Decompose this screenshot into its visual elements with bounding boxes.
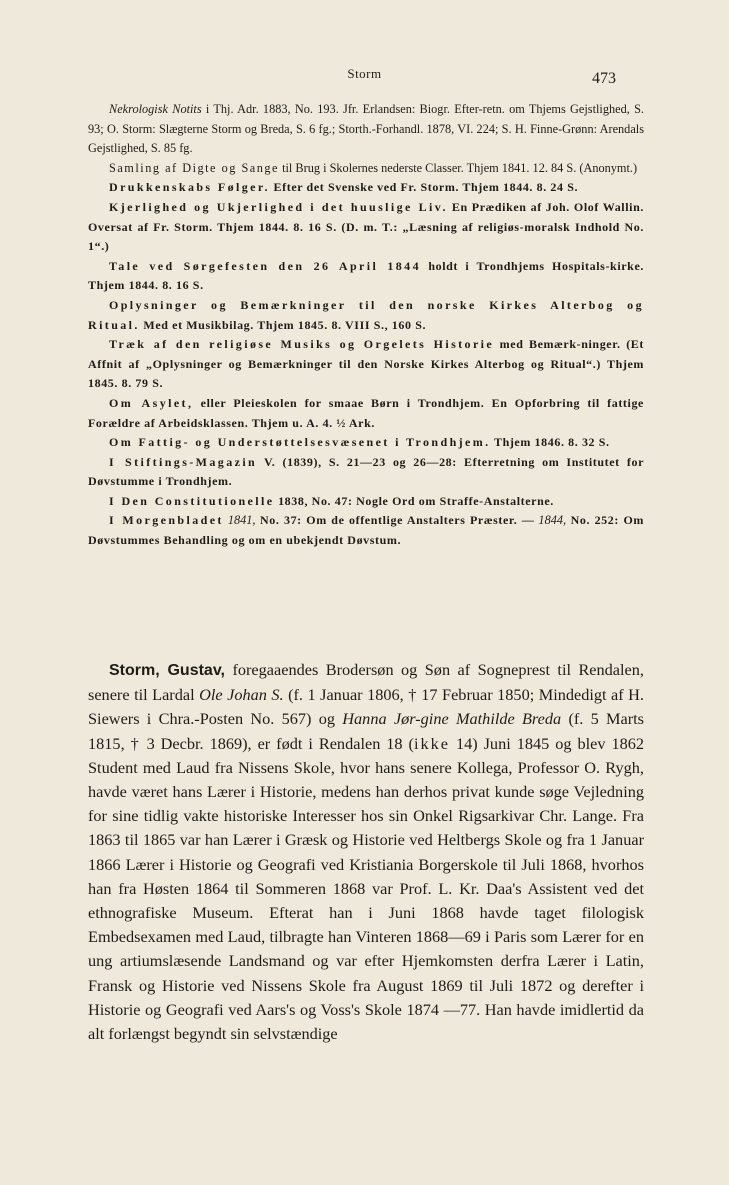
biography-text: (f. 5 Marts 1815, † 3 Decbr. 1869), er født i Rendalen 18 ( bbox=[88, 709, 645, 753]
work-details: No. 37: Om de offentlige Anstalters Præster. — bbox=[255, 513, 535, 528]
work-title: Drukkenskabs Følger. bbox=[109, 180, 270, 195]
work-title: Om Asylet, bbox=[109, 395, 194, 410]
work-details: En Prædiken af Joh. Olof Wallin. Oversat af Fr. Storm. Thjem 1844. 8. 16 S. (D. m. T.: „Læsning af religiøs-moralsk Indhold No. 1“.) bbox=[88, 199, 644, 254]
work-details: Thjem 1846. 8. 32 S. bbox=[490, 435, 610, 450]
work-details: eller Pleieskolen for smaae Børn i Trondhjem. En Opforbring til fattige Forældre af Arbeidsklassen. Thjem u. A. 4. ½ Ark. bbox=[88, 395, 644, 430]
work-title: Oplysninger og Bemærkninger til den norske Kirkes Alterbog og Ritual. bbox=[88, 297, 644, 332]
work-title: Samling af Digte og Sange bbox=[109, 160, 280, 175]
work-details: Med et Musikbilag. Thjem 1845. 8. VIII S., 160 S. bbox=[139, 317, 427, 332]
mother-name: Hanna Jør-gine Mathilde Breda bbox=[342, 709, 562, 729]
work-title: Træk af den religiøse Musiks og Orgelets Historie bbox=[109, 337, 495, 352]
work-entry bbox=[88, 511, 644, 550]
work-entry bbox=[88, 335, 644, 394]
work-title: Tale ved Sørgefesten den 26 April 1844 bbox=[109, 258, 421, 273]
running-header: Storm bbox=[347, 66, 382, 81]
work-details: Efter det Svenske ved Fr. Storm. Thjem 1844. 8. 24 S. bbox=[269, 180, 579, 195]
biography-text: foregaaendes Brodersøn og Søn af Sogneprest til Rendalen, senere til Lardal bbox=[88, 660, 644, 705]
biography-name: Storm, Gustav, bbox=[109, 662, 225, 679]
work-title: I Den Constitutionelle bbox=[109, 493, 275, 508]
work-details: til Brug i Skolernes nederste Classer. Thjem 1841. 12. 84 S. (Anonymt.) bbox=[279, 160, 638, 175]
work-entry bbox=[88, 492, 644, 512]
work-title: I Stiftings-Magazin bbox=[109, 454, 258, 469]
biography-text: (f. 1 Januar 1806, † 17 Februar 1850; Mindedigt af H. Siewers i Chra.-Posten No. 567) og bbox=[88, 685, 645, 729]
biography-block bbox=[88, 658, 644, 1046]
work-entry bbox=[88, 178, 644, 198]
work-entry bbox=[88, 198, 644, 257]
sources-paragraph bbox=[88, 100, 644, 159]
work-entry bbox=[88, 159, 644, 179]
work-entry bbox=[88, 453, 644, 492]
work-title: I Morgenbladet bbox=[109, 513, 224, 528]
emphasis-word: ikke bbox=[413, 733, 450, 753]
work-entry bbox=[88, 257, 644, 296]
work-title: Om Fattig- og Understøttelsesvæsenet i Trondhjem. bbox=[109, 435, 491, 450]
biography-text: 14) Juni 1845 og blev 1862 Student med Laud fra Nissens Skole, hvor hans senere Kollega, Professor O. Rygh, havde været hans Lærer i Historie, medens han derhos privat kunde søge Vejledning for sine tidlig vakte historiske Interesser hos sin Onkel Rigsarkivar Chr. Lange. Fra 1863 til 1865 var han Lærer i Græsk og Historie ved Heltbergs Skole og fra 1 Januar 1866 Lærer i Historie og Geografi ved Kristiania Borgerskole til Juli 1868, hvorhos han fra Høsten 1864 til Sommeren 1868 var Prof. L. Kr. Daa's Assistent ved det ethnografiske Museum. Efterat han i Juni 1868 havde taget filologisk Embedsexamen med Laud, tilbragte han Vinteren 1868—69 i Paris som Lærer for en ung artiumslæsende Landsmand og var efter Hjemkomsten derfra Lærer i Latin, Fransk og Historie ved Nissens Skole fra August 1869 til Juli 1872 og derefter i Historie og Geografi ved Aars's og Voss's Skole 1874 —77. Han havde imidlertid da alt forlængst begyndt sin selvstændige bbox=[88, 733, 645, 1044]
work-entry bbox=[88, 433, 644, 453]
work-year: 1844, bbox=[538, 513, 567, 528]
work-entry bbox=[88, 394, 644, 433]
father-name: Ole Johan S. bbox=[199, 685, 284, 705]
work-details: V. (1839), S. 21—23 og 26—28: Efterretning om Institutet for Døvstumme i Trondhjem. bbox=[88, 454, 645, 489]
sources-text: i Thj. Adr. 1883, No. 193. Jfr. Erlandsen: Biogr. Efter-retn. om Thjems Gejstlighed, S. 93; O. Storm: Slægterne Storm og Breda, S. 6 fg.; Storth.-Forhandl. 1878, VI. 224; S. H. Finne-Grønn: Arendals Gejstlighed, S. 85 fg. bbox=[88, 102, 644, 156]
work-entry bbox=[88, 296, 644, 335]
work-title: Kjerlighed og Ukjerlighed i det huuslige Liv. bbox=[109, 199, 448, 214]
sources-title: Nekrologisk Notits bbox=[109, 102, 202, 116]
page-number: 473 bbox=[592, 70, 616, 87]
work-details: 1838, No. 47: Nogle Ord om Straffe-Anstalterne. bbox=[274, 493, 554, 508]
work-details: holdt i Trondhjems Hospitals-kirke. Thjem 1844. 8. 16 S. bbox=[88, 258, 644, 293]
biography-paragraph bbox=[88, 658, 644, 1046]
work-details: med Bemærk-ninger. (Et Affnit af „Oplysninger og Bemærkninger til den Norske Kirkes Alterbog og Ritual“.) Thjem 1845. 8. 79 S. bbox=[88, 337, 644, 391]
bibliography-block bbox=[88, 100, 644, 551]
work-year: 1841, bbox=[227, 513, 256, 528]
work-details: No. 252: Om Døvstummes Behandling og om en ubekjendt Døvstum. bbox=[88, 513, 644, 548]
